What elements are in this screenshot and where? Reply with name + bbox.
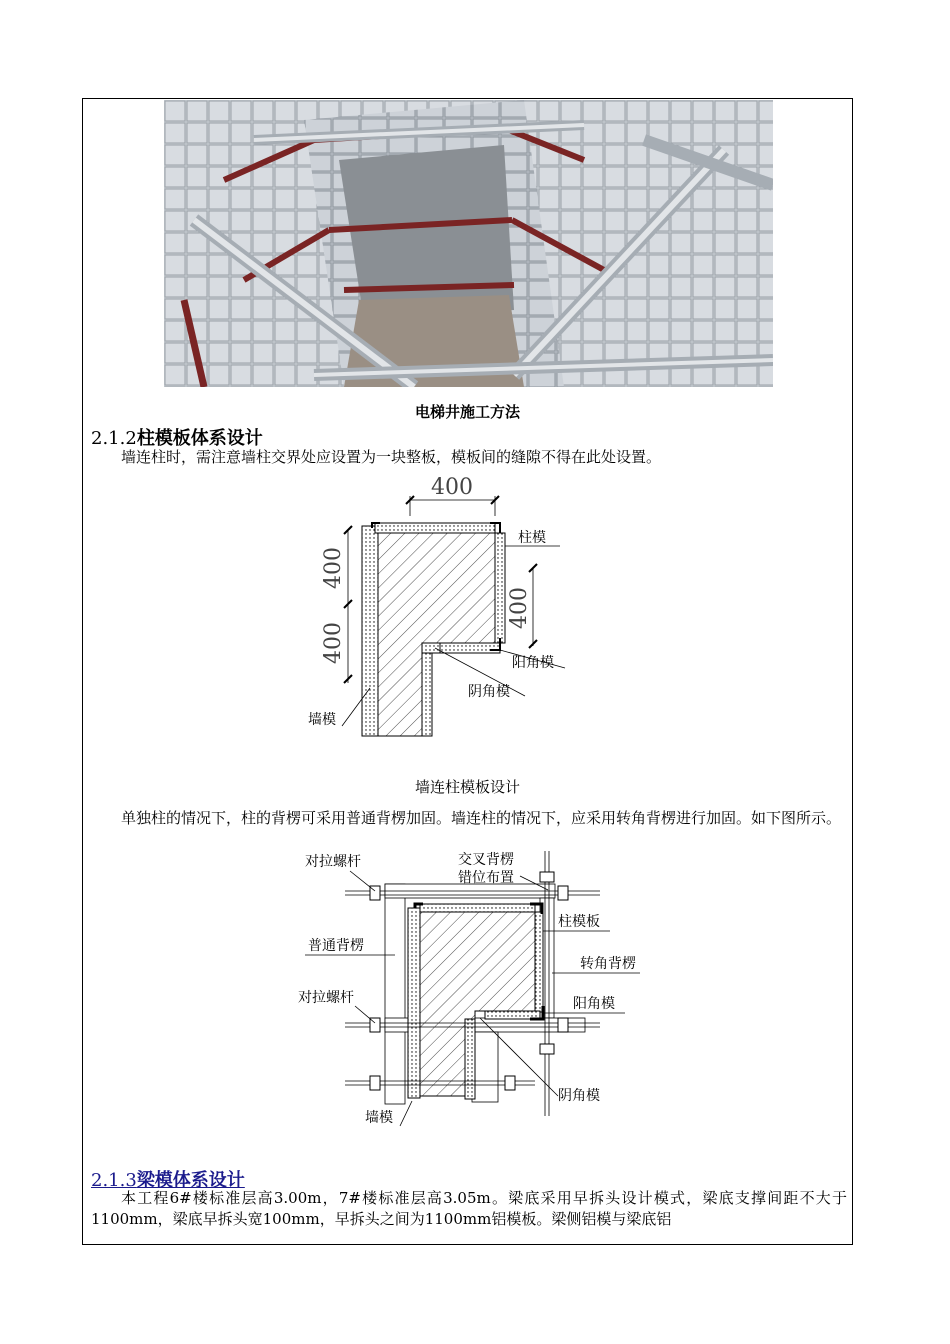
label-inner-corner: 阴角模 <box>558 1088 600 1104</box>
paragraph: 本工程6#楼标准层高3.00m，7#楼标准层高3.05m。梁底采用早拆头设计模式，梁底支撑间距不大于1100mm，梁底早拆头宽100mm，早拆头之间为1100mm铝模板。梁侧铝模与梁底铝 <box>91 1189 847 1228</box>
dim-left-upper: 400 <box>321 547 346 589</box>
label-outer-corner: 阳角模 <box>512 655 554 671</box>
paragraph: 单独柱的情况下，柱的背楞可采用普通背楞加固。墙连柱的情况下，应采用转角背楞进行加固。如下图所示。 <box>121 809 842 827</box>
label-wall-form: 墙模 <box>365 1110 393 1126</box>
heading-number: 2.1.3 <box>91 1170 137 1191</box>
diagram-caption: 墙连柱模板设计 <box>414 778 520 796</box>
paragraph: 墙连柱时，需注意墙柱交界处应设置为一块整板，模板间的缝隙不得在此处设置。 <box>121 448 662 466</box>
label-cross-waling-2: 错位布置 <box>458 870 514 886</box>
dim-right: 400 <box>507 587 532 629</box>
wall-column-formwork-diagram <box>300 468 600 758</box>
label-cross-waling-1: 交叉背楞 <box>458 852 514 868</box>
elevator-shaft-photo <box>164 100 773 387</box>
heading-number: 2.1.2 <box>91 428 137 449</box>
label-column-form: 柱模 <box>518 530 546 546</box>
label-inner-corner: 阴角模 <box>468 684 510 700</box>
label-corner-waling: 转角背楞 <box>580 956 636 972</box>
label-normal-waling: 普通背楞 <box>308 938 364 954</box>
label-tie-bolt-top: 对拉螺杆 <box>305 854 361 870</box>
photo-caption: 电梯井施工方法 <box>414 403 520 421</box>
corner-waling-diagram <box>290 846 660 1136</box>
label-column-panel: 柱模板 <box>558 914 600 930</box>
label-outer-corner: 阳角模 <box>573 996 615 1012</box>
heading-text: 梁模体系设计 <box>136 1170 245 1191</box>
label-tie-bolt-mid: 对拉螺杆 <box>298 990 354 1006</box>
dim-left-lower: 400 <box>321 622 346 664</box>
heading-text: 柱模板体系设计 <box>136 428 263 449</box>
dim-top: 400 <box>431 475 473 500</box>
label-wall-form: 墙模 <box>308 712 336 728</box>
